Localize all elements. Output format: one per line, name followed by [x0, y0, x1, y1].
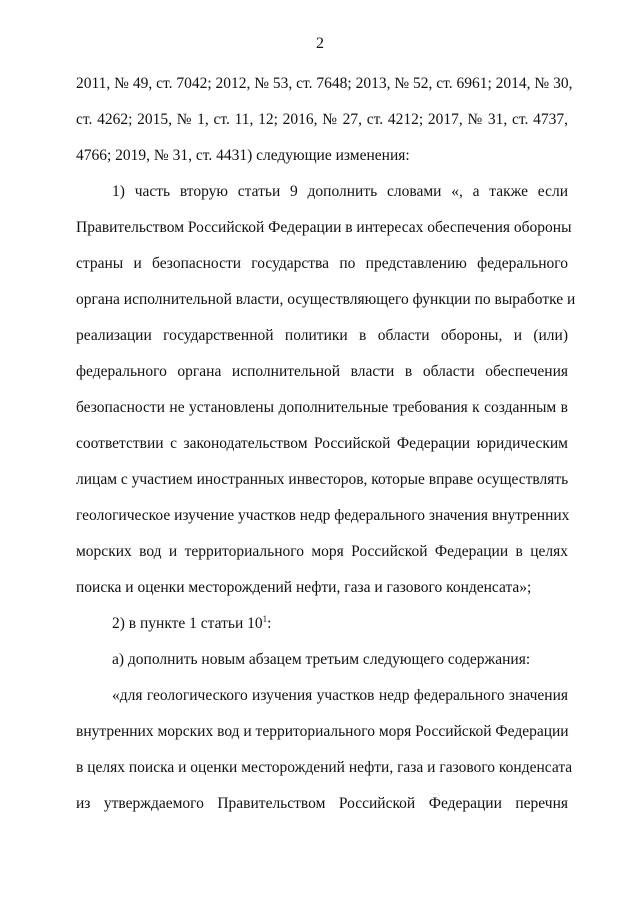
text-line: морских вод и территориального моря Российской Федерации в целях: [76, 543, 568, 560]
item-2-suffix: :: [267, 615, 272, 632]
item-2-heading: [76, 606, 568, 642]
paragraph-block-1: [76, 66, 576, 606]
text-line: соответствии с законодательством Российской Федерации юридическим: [76, 435, 568, 452]
paragraph-block-2: [76, 642, 573, 822]
text-line: 2011, № 49, ст. 7042; 2012, № 53, ст. 7648; 2013, № 52, ст. 6961; 2014, № 30,: [76, 75, 573, 92]
text-line: ст. 4262; 2015, № 1, ст. 11, 12; 2016, № 27, ст. 4212; 2017, № 31, ст. 4737,: [76, 111, 568, 128]
text-line: 4766; 2019, № 31, ст. 4431) следующие изменения:: [76, 147, 410, 164]
text-line: безопасности не установлены дополнительные требования к созданным в: [76, 399, 568, 416]
item-2-superscript: 1: [262, 613, 268, 624]
text-line: поиска и оценки месторождений нефти, газа и газового конденсата»;: [76, 579, 532, 596]
text-line: федерального органа исполнительной власти в области обеспечения: [76, 363, 568, 380]
text-line: геологическое изучение участков недр федерального значения внутренних: [76, 507, 570, 524]
text-line: из утверждаемого Правительством Российской Федерации перечня: [76, 795, 568, 812]
text-line: внутренних морских вод и территориального моря Российской Федерации: [76, 723, 569, 740]
text-line: а) дополнить новым абзацем третьим следующего содержания:: [112, 651, 531, 668]
text-line: реализации государственной политики в области обороны, и (или): [76, 327, 568, 344]
text-line: страны и безопасности государства по представлению федерального: [76, 255, 568, 272]
text-line: «для геологического изучения участков недр федерального значения: [112, 687, 568, 704]
item-2-prefix: 2) в пункте 1 статьи 10: [112, 615, 263, 632]
text-line: 1) часть вторую статьи 9 дополнить словами «, а также если: [112, 183, 568, 200]
page-number: 2: [316, 35, 324, 52]
text-line: органа исполнительной власти, осуществляющего функции по выработке и: [76, 291, 576, 308]
text-line: в целях поиска и оценки месторождений нефти, газа и газового конденсата: [76, 759, 573, 776]
text-line: Правительством Российской Федерации в интересах обеспечения обороны: [76, 219, 572, 236]
text-line: лицам с участием иностранных инвесторов, которые вправе осуществлять: [76, 471, 569, 488]
document-body: [76, 66, 576, 822]
